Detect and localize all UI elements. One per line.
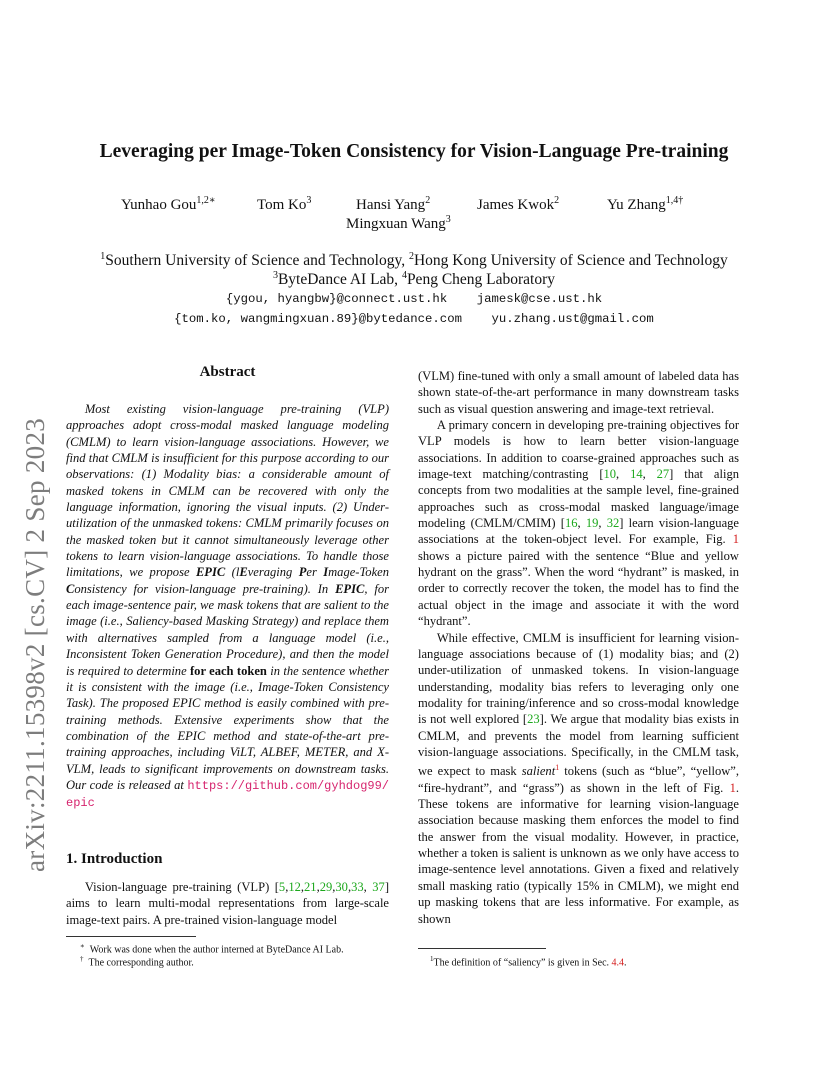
paragraph: (VLM) fine-tuned with only a small amount of labeled data has shown state-of-the-art performance in many downstream tasks such as visual question answering and image-text retrieval. xyxy=(418,369,739,416)
figure-ref[interactable]: 1 xyxy=(729,780,736,795)
paragraph: A primary concern in developing pre-training objectives for VLP models is how to learn better vision-language associations. In addition to coarse-grained approaches such as image-text matching/contrasting [10, 14, 27] that align concepts from two modalities at the sample level, fine-grained approaches such as cross-modal masked language/image modeling (CMLM/CMIM) [16, 19, 32] learn vision-language associations at the token-object level. For example, Fig. 1 shows a picture paired with the sentence “Blue and yellow hydrant on the grass”. When the word “hydrant” is masked, in order to correctly recover the token, the model has to find the actual object in the image and associate it with the word “hydrant”. xyxy=(418,418,739,629)
citation[interactable]: 12 xyxy=(288,880,301,894)
intro-body: Vision-language pre-training (VLP) [5,12,21,29,30,33, 37] aims to learn multi-modal representations from large-scale image-text pairs. A pre-trained vision-language model xyxy=(66,880,389,927)
citation[interactable]: 10 xyxy=(603,467,617,482)
email-line-1: {ygou, hyangbw}@connect.ust.hk jamesk@cse.ust.hk xyxy=(225,292,603,306)
intro-heading: 1. Introduction xyxy=(66,851,163,867)
figure-ref[interactable]: 1 xyxy=(732,532,739,547)
footnote-2: † The corresponding author. xyxy=(80,955,194,969)
right-column-body xyxy=(418,368,739,927)
citation[interactable]: 33 xyxy=(351,880,364,894)
author-4: James Kwok$^2$ xyxy=(477,195,560,213)
citation[interactable]: 16 xyxy=(564,516,578,531)
section-ref[interactable]: 4.4 xyxy=(611,957,625,969)
abstract-heading: Abstract xyxy=(199,364,256,380)
citation[interactable]: 23 xyxy=(527,712,540,727)
affiliations-line-2: $^3$ByteDance AI Lab, $^4$Peng Cheng Laboratory xyxy=(272,270,556,289)
author-3: Hansi Yang$^2$ xyxy=(356,195,431,213)
citation[interactable]: 21 xyxy=(304,880,317,894)
footnote-rule-right xyxy=(418,948,546,949)
footnote-right: $^1$The definition of “saliency” is given in Sec. 4.4. xyxy=(430,955,627,969)
citation[interactable]: 29 xyxy=(319,880,333,894)
footnote-1: ∗ Work was done when the author interned at ByteDance AI Lab. xyxy=(80,942,344,956)
paper-title: Leveraging per Image-Token Consistency for Vision-Language Pre-training xyxy=(99,141,729,162)
citation[interactable]: 5 xyxy=(278,880,286,894)
author-5: Yu Zhang$^{1,4\dagger}$ xyxy=(607,195,684,213)
affiliations-line-1: $^1$Southern University of Science and Technology, $^2$Hong Kong University of Science and Technology xyxy=(100,251,728,270)
arxiv-stamp: arXiv:2211.15398v2 [cs.CV] 2 Sep 2023 xyxy=(20,417,50,872)
citation[interactable]: 37 xyxy=(372,880,385,894)
paragraph: While effective, CMLM is insufficient for learning vision-language associations because of (1) modality bias; and (2) under-utilization of unmasked tokens. In vision-language understanding, modality bias refers to leveraging only one modality for training/inference and so cross-modal knowledge is not well explored [23]. We argue that modality bias exists in CMLM, and prevents the model from learning sufficient vision-language associations. Specifically, in the CMLM task, we expect to mask salient$^1$ tokens (such as “blue”, “yellow”, “fire-hydrant”, and “grass”) as shown in the left of Fig. 1. These tokens are informative for learning vision-language association because masking them enforces the model to find the answer from the visual modality. However, in practice, whether a token is salient is unknown as we only have access to image-sentence level annotations. Given a fixed and relatively small masking ratio (typically 15% in CMLM), we might end up masking tokens that are less informative. For example, as shown xyxy=(418,630,740,926)
author-1: Yunhao Gou$^{1,2∗}$ xyxy=(121,195,216,213)
footnote-marker[interactable]: 1 xyxy=(555,763,560,773)
code-link[interactable]: https://github.com/gyhdog99/epic xyxy=(66,778,389,811)
citation[interactable]: 32 xyxy=(606,516,620,531)
author-2: Tom Ko$^3$ xyxy=(257,195,312,213)
citation[interactable]: 19 xyxy=(585,516,599,531)
citation[interactable]: 30 xyxy=(335,880,348,894)
email-line-2: {tom.ko, wangmingxuan.89}@bytedance.com yu.zhang.ust@gmail.com xyxy=(174,312,654,326)
citation[interactable]: 14 xyxy=(630,467,643,482)
author-6: Mingxuan Wang$^3$ xyxy=(346,214,451,232)
abstract-body: Most existing vision-language pre-training (VLP) approaches adopt cross-modal masked language modeling (CMLM) to learn vision-language associations. However, we find that CMLM is insufficient for this purpose according to our observations: (1) Modality bias: a considerable amount of masked tokens in CMLM can be recovered with only the language information, ignoring the visual inputs. (2) Under-utilization of the unmasked tokens: CMLM primarily focuses on the masked token but it cannot simultaneously leverage other tokens to learn vision-language associations. To handle those limitations, we propose EPIC (lEveraging Per Image-Token Consistency for vision-language pre-training). In EPIC, for each image-sentence pair, we mask tokens that are salient to the image (i.e., Saliency-based Masking Strategy) and replace them with alternatives sampled from a language model (i.e., Inconsistent Token Generation Procedure), and then the model is required to determine for each token in the sentence whether it is consistent with the image (i.e., Image-Token Consistency Task). The proposed EPIC method is easily combined with pre-training methods. Extensive experiments show that the combination of the EPIC method and state-of-the-art pre-training approaches, including ViLT, ALBEF, METER, and X-VLM, leads to significant improvements on downstream tasks. Our code is released at https://github.com/gyhdog99/epic xyxy=(66,402,389,811)
citation[interactable]: 27 xyxy=(656,467,670,482)
footnote-rule-left xyxy=(66,936,196,937)
